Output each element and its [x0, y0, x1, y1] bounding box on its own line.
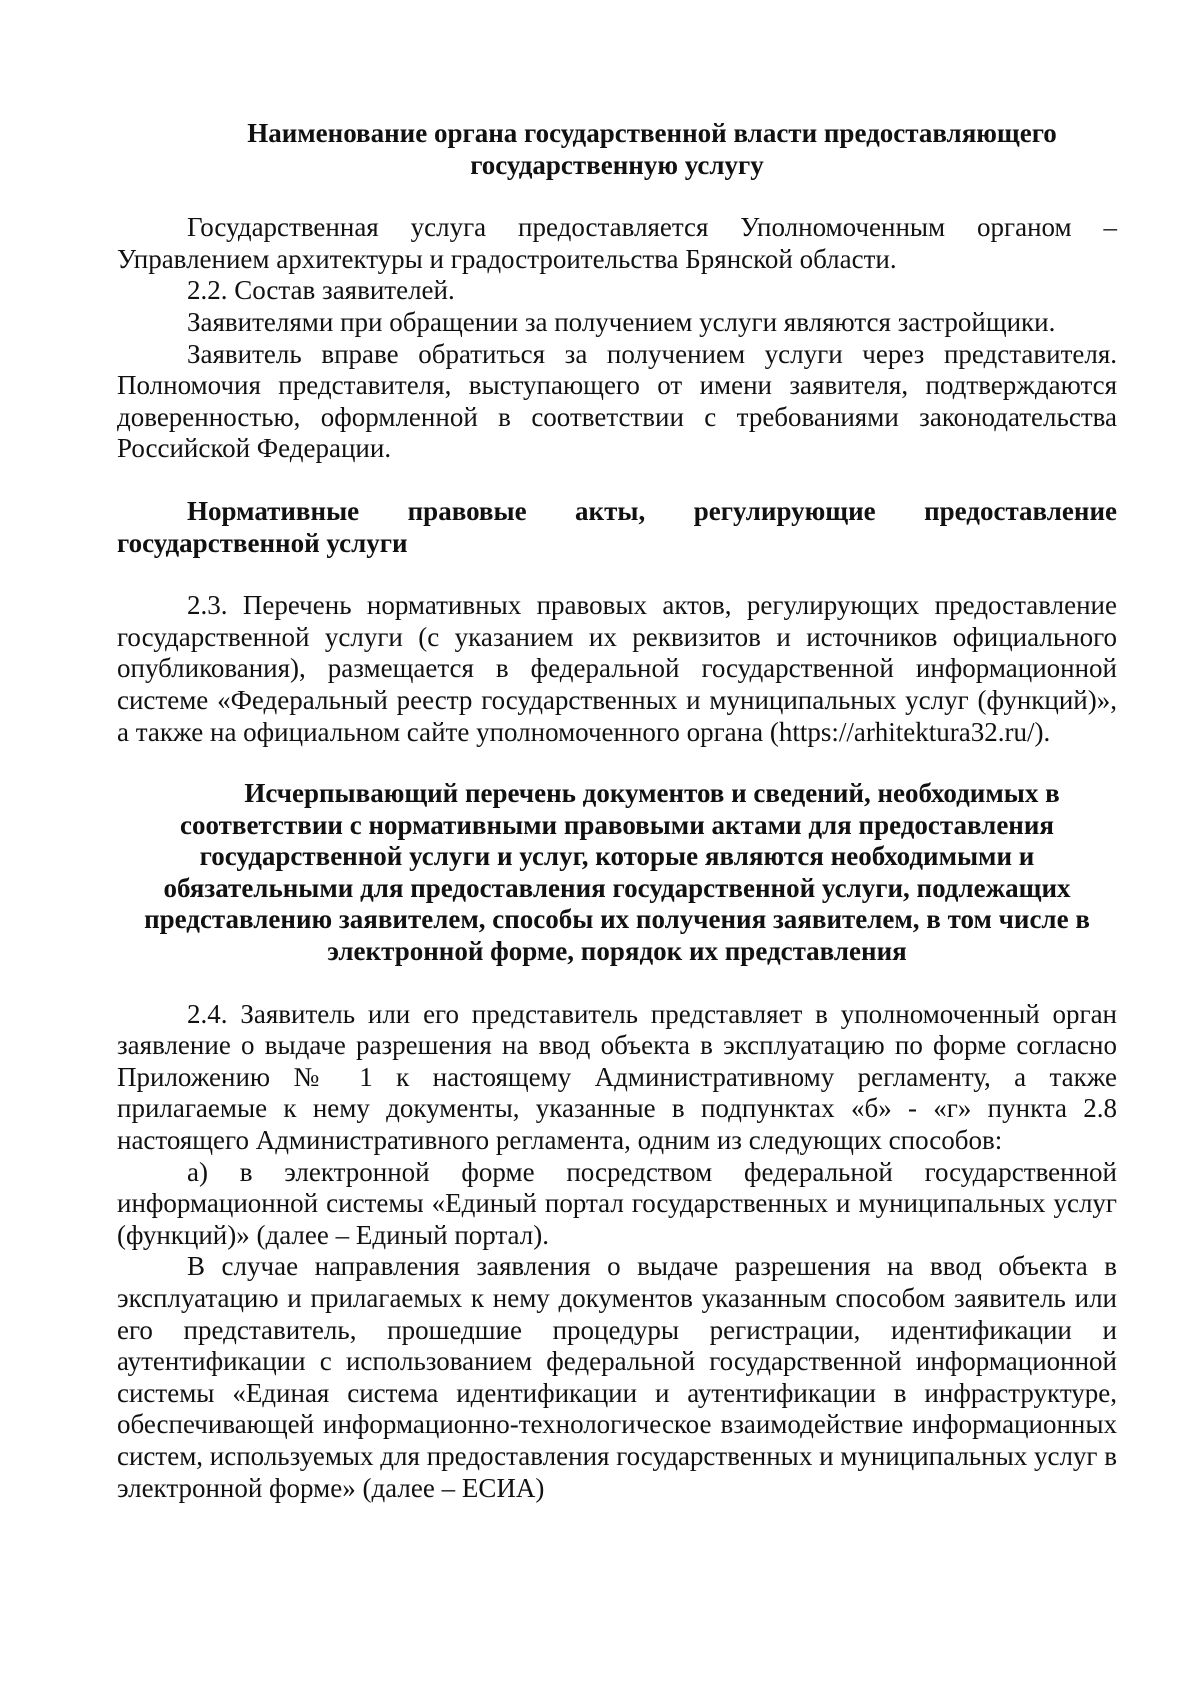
document-page — [117, 118, 1117, 1504]
heading-line: Наименование органа государственной власти предоставляющего — [247, 118, 1057, 148]
heading-line: обязательными для предоставления государственной услуги, подлежащих — [163, 872, 1071, 903]
heading-line: электронной форме, порядок их представления — [327, 936, 907, 967]
section-heading-normative: Нормативные правовые акты, регулирующие предоставление государственной услуги — [117, 495, 1117, 558]
paragraph: В случае направления заявления о выдаче разрешения на ввод объекта в эксплуатацию и прилагаемых к нему документов указанным способом заявитель или его представитель, прошедшие процедуры регистрации, идентификации и аутентификации с использованием федеральной государственной информационной системы «Единая система идентификации и аутентификации в инфраструктуре, обеспечивающей информационно-технологическое взаимодействие информационных систем, используемых для предоставления государственных и муниципальных услуг в электронной форме» (далее – ЕСИА) — [117, 1251, 1117, 1503]
paragraph: а) в электронной форме посредством федеральной государственной информационной системы «Единый портал государственных и муниципальных услуг (функций)» (далее – Единый портал). — [117, 1156, 1117, 1250]
heading-line: государственную услугу — [470, 149, 764, 180]
section-heading-authority — [117, 118, 1117, 181]
paragraph: Заявитель вправе обратиться за получением услуги через представителя. Полномочия представителя, выступающего от имени заявителя, подтверждаются доверенностью, оформленной в соответствии с требованиями законодательства Российской Федерации. — [117, 338, 1117, 464]
heading-line: соответствии с нормативными правовыми актами для предоставления — [179, 809, 1055, 840]
paragraph: 2.4. Заявитель или его представитель представляет в уполномоченный орган заявление о выдаче разрешения на ввод объекта в эксплуатацию по форме согласно Приложению № 1 к настоящему Административному регламенту, а также прилагаемые к нему документы, указанные в подпунктах «б» - «г» пункта 2.8 настоящего Административного регламента, одним из следующих способов: — [117, 998, 1117, 1156]
paragraph: Заявителями при обращении за получением услуги являются застройщики. — [187, 306, 1056, 337]
paragraph: 2.3. Перечень нормативных правовых актов, регулирующих предоставление государственной услуги (с указанием их реквизитов и источников официального опубликования), размещается в федеральной государственной информационной системе «Федеральный реестр государственных и муниципальных услуг (функций)», а также на официальном сайте уполномоченного органа (https://arhitektura32.ru/). — [117, 590, 1117, 747]
section-heading-documents — [117, 778, 1117, 968]
heading-line: государственной услуги и услуг, которые являются необходимыми и — [199, 841, 1035, 872]
paragraph: Государственная услуга предоставляется Уполномоченным органом – Управлением архитектуры и градостроительства Брянской области. — [117, 212, 1117, 274]
paragraph: 2.2. Состав заявителей. — [187, 275, 455, 306]
heading-line: Исчерпывающий перечень документов и сведений, необходимых в — [244, 778, 1060, 809]
heading-line: представлению заявителем, способы их получения заявителем, в том числе в — [144, 904, 1090, 935]
